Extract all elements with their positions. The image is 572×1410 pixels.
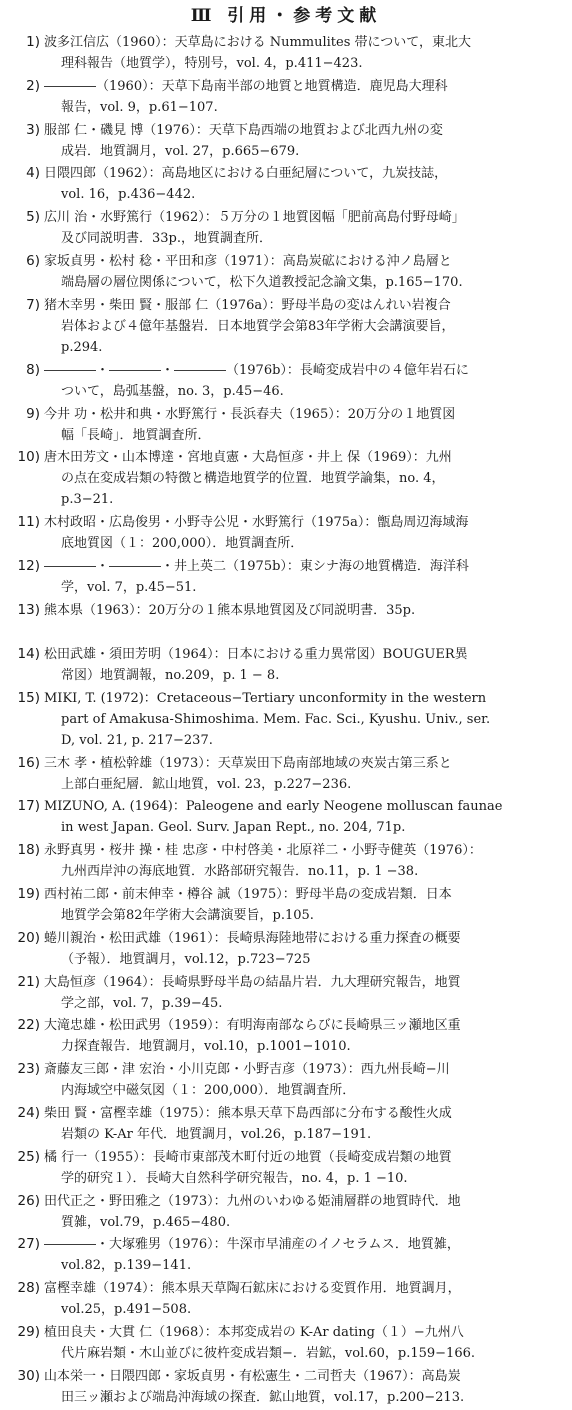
reference-item <box>0 295 572 360</box>
reference-number: 21 ) <box>4 972 40 993</box>
reference-number: 14 ) <box>4 644 40 665</box>
reference-item <box>0 644 572 688</box>
reference-number: 7 ) <box>4 295 40 316</box>
reference-list <box>0 32 572 1410</box>
reference-text-line: 岩体および４億年基盤岩．日本地質学会第83年学術大会講演要旨， <box>61 318 455 334</box>
reference-item <box>0 928 572 972</box>
reference-text-line: 底地質図（１：200,000）．地質調査所． <box>61 536 304 552</box>
reference-number: 13 ) <box>4 600 40 621</box>
reference-number: 29 ) <box>4 1322 40 1343</box>
reference-text-line: 内海域空中磁気図（１：200,000）．地質調査所． <box>61 1083 356 1099</box>
reference-item <box>0 1366 572 1410</box>
reference-item <box>0 447 572 512</box>
reference-item <box>0 76 572 120</box>
reference-text-line: 松田武雄・須田芳明（1964）：日本における重力異常図）BOUGUER異 <box>44 646 468 662</box>
reference-item <box>0 688 572 753</box>
reference-item <box>0 753 572 797</box>
reference-number: 9 ) <box>4 404 40 425</box>
reference-text-line: 広川 治・水野篤行（1962）：５万分の１地質図幅「肥前高島付野母崎」 <box>44 210 465 226</box>
reference-text-line: 今井 功・松井和典・水野篤行・長浜春夫（1965）：20万分の１地質図 <box>44 406 456 422</box>
reference-number: 28 ) <box>4 1278 40 1299</box>
reference-item <box>0 884 572 928</box>
reference-text-line: 力探査報告．地質調月，vol.10，p.1001−1010. <box>61 1039 351 1055</box>
reference-text-line: ――――・大塚雅男（1976）：牛深市早浦産のイノセラムス．地質雑， <box>44 1237 460 1253</box>
reference-number: 10 ) <box>4 447 40 468</box>
reference-text-line: 及び同説明書．33p.，地質調査所． <box>61 231 272 247</box>
reference-text-line: 九州西岸沖の海底地質．水路部研究報告．no.11，p. 1 −38. <box>61 864 419 880</box>
reference-item <box>0 1191 572 1235</box>
reference-text-line: 理科報告（地質学），特別号，vol. 4，p.411−423. <box>61 56 363 71</box>
section-heading: Ⅲ 引用・参考文献 <box>190 6 382 26</box>
reference-number: 2 ) <box>4 76 40 97</box>
reference-number: 6 ) <box>4 251 40 272</box>
reference-text-line: 猪木幸男・柴田 賢・服部 仁（1976a）：野母半島の変はんれい岩複合 <box>44 297 451 313</box>
reference-text-line: vol.82，p.139−141. <box>61 1258 192 1274</box>
reference-text-line: 幅「長崎」．地質調査所． <box>61 427 211 443</box>
reference-text-line: ついて，島弧基盤，no. 3，p.45−46. <box>61 383 284 399</box>
reference-item <box>0 251 572 295</box>
reference-text-line: ――――・――――・――――（1976b）：長崎変成岩中の４億年岩石に <box>44 362 469 378</box>
reference-text-line: 田代正之・野田雅之（1973）：九州のいわゆる姫浦層群の地質時代．地 <box>44 1193 461 1209</box>
reference-text-line: 常図）地質調報，no.209，p. 1 − 8. <box>61 667 280 683</box>
reference-text-line: 学，vol. 7，p.45−51. <box>61 580 197 596</box>
reference-number: 22 ) <box>4 1015 40 1036</box>
reference-text-line: p.3−21. <box>61 492 114 508</box>
reference-text-line: 学的研究１）．長崎大自然科学研究報告，no. 4，p. 1 −10. <box>61 1170 408 1186</box>
reference-number: 4 ) <box>4 163 40 184</box>
reference-text-line: 田三ッ瀬および端島沖海域の探査．鉱山地質，vol.17，p.200−213. <box>61 1389 465 1405</box>
reference-text-line: 橘 行一（1955）：長崎市東部茂木町付近の地質（長崎変成岩類の地質 <box>44 1149 452 1165</box>
reference-item <box>0 512 572 556</box>
reference-item <box>0 556 572 600</box>
reference-number: 26 ) <box>4 1191 40 1212</box>
reference-text-line: 唐木田芳文・山本博達・宮地貞憲・大島恒彦・井上 保（1969）：九州 <box>44 450 452 466</box>
reference-number: 12 ) <box>4 556 40 577</box>
reference-text-line: 服部 仁・磯見 博（1976）：天草下島西端の地質および北西九州の変 <box>44 122 443 138</box>
reference-text-line: vol.25，p.491−508. <box>61 1302 192 1318</box>
reference-item <box>0 1278 572 1322</box>
reference-item <box>0 1147 572 1191</box>
reference-number: 17 ) <box>4 796 40 817</box>
reference-text-line: 富樫幸雄（1974）：熊本県天草陶石鉱床における変質作用．地質調月， <box>44 1281 461 1297</box>
reference-text-line: 地質学会第82年学術大会講演要旨，p.105. <box>61 907 314 923</box>
reference-text-line: 熊本県（1963）：20万分の１熊本県地質図及び同説明書．35p. <box>44 602 416 618</box>
reference-item <box>0 120 572 164</box>
reference-text-line: part of Amakusa-Shimoshima. Mem. Fac. Sci., Kyushu. Univ., ser. <box>61 711 491 727</box>
reference-number: 19 ) <box>4 884 40 905</box>
reference-number: 23 ) <box>4 1059 40 1080</box>
reference-number: 5 ) <box>4 207 40 228</box>
reference-text-line: 成岩．地質調月，vol. 27，p.665−679. <box>61 143 300 159</box>
reference-text-line: 植田良夫・大貫 仁（1968）：本邦変成岩の K-Ar dating（１）−九州八 <box>44 1324 464 1340</box>
reference-text-line: MIZUNO, A. (1964)：Paleogene and early Neogene molluscan faunae <box>44 799 503 815</box>
reference-text-line: 家坂貞男・松村 稔・平田和彦（1971）：高島炭砿における沖ノ島層と <box>44 253 452 269</box>
reference-item <box>0 1103 572 1147</box>
reference-text-line: 西村祐二郎・前末伸幸・樽谷 誠（1975）：野母半島の変成岩類．日本 <box>44 886 452 902</box>
reference-number: 24 ) <box>4 1103 40 1124</box>
reference-number: 30 ) <box>4 1366 40 1387</box>
reference-text-line: 大滝忠雄・松田武男（1959）：有明海南部ならびに長崎県三ッ瀬地区重 <box>44 1018 461 1034</box>
reference-text-line: 木村政昭・広島俊男・小野寺公児・水野篤行（1975a）：甑島周辺海域海 <box>44 515 469 531</box>
reference-number: 11 ) <box>4 512 40 533</box>
reference-number: 27 ) <box>4 1234 40 1255</box>
reference-text-line: 斎藤友三郎・津 宏治・小川克郎・小野吉彦（1973）：西九州長崎−川 <box>44 1062 450 1078</box>
reference-text-line: 永野真男・桜井 操・桂 忠彦・中村啓美・北原祥二・小野寺健英（1976）： <box>44 843 482 859</box>
reference-text-line: in west Japan. Geol. Surv. Japan Rept., no. 204, 71p. <box>61 820 406 836</box>
reference-text-line: 代片麻岩類・木山並びに彼杵変成岩類−．岩鉱，vol.60，p.159−166. <box>61 1345 476 1361</box>
reference-item <box>0 207 572 251</box>
reference-text-line: ――――（1960）：天草下島南半部の地質と地質構造．鹿児島大理科 <box>44 78 448 94</box>
reference-text-line: 端島層の層位関係について，松下久道教授記念論文集，p.165−170. <box>61 274 463 290</box>
reference-text-line: 蜷川親治・松田武雄（1961）：長崎県海陸地帯における重力探査の概要 <box>44 930 461 946</box>
reference-text-line: 波多江信広（1960）：天草島における Nummulites 帯について，東北大 <box>44 35 472 50</box>
reference-item <box>0 404 572 448</box>
reference-number: 20 ) <box>4 928 40 949</box>
reference-text-line: D, vol. 21, p. 217−237. <box>61 732 213 748</box>
reference-text-line: 山本栄一・日隈四郎・家坂貞男・有松憲生・二司哲夫（1967）：高島炭 <box>44 1368 461 1384</box>
reference-text-line: 三木 孝・植松幹雄（1973）：天草炭田下島南部地域の夾炭古第三系と <box>44 755 452 771</box>
reference-number: 8 ) <box>4 360 40 381</box>
reference-text-line: （予報）．地質調月，vol.12，p.723−725 <box>61 951 311 967</box>
reference-item <box>0 163 572 207</box>
reference-item <box>0 840 572 884</box>
reference-text-line: 上部白亜紀層．鉱山地質，vol. 23，p.227−236. <box>61 776 352 792</box>
reference-text-line: p.294. <box>61 339 103 355</box>
reference-item <box>0 972 572 1016</box>
reference-text-line: 岩類の K-Ar 年代．地質調月，vol.26，p.187−191. <box>61 1126 372 1142</box>
reference-text-line: 質雑，vol.79，p.465−480. <box>61 1214 231 1230</box>
reference-text-line: vol. 16，p.436−442. <box>61 187 196 203</box>
reference-item <box>0 1234 572 1278</box>
reference-item <box>0 796 572 840</box>
reference-number: 16 ) <box>4 753 40 774</box>
reference-text-line: MIKI, T. (1972)：Cretaceous−Tertiary unconformity in the western <box>44 690 487 706</box>
reference-text-line: 大島恒彦（1964）：長崎県野母半島の結晶片岩．九大理研究報告，地質 <box>44 974 461 990</box>
reference-item <box>0 1322 572 1366</box>
reference-item <box>0 32 572 76</box>
reference-number: 25 ) <box>4 1147 40 1168</box>
reference-text-line: ――――・――――・井上英二（1975b）：東シナ海の地質構造．海洋科 <box>44 559 469 575</box>
reference-text-line: 報告，vol. 9，p.61−107. <box>61 99 218 115</box>
reference-item <box>0 1015 572 1059</box>
reference-item <box>0 600 572 644</box>
reference-item <box>0 360 572 404</box>
reference-text-line: 柴田 賢・富樫幸雄（1975）：熊本県天草下島西部に分布する酸性火成 <box>44 1105 452 1121</box>
reference-text-line: の点在変成岩類の特徴と構造地質学的位置．地質学論集，no. 4， <box>61 471 445 487</box>
reference-item <box>0 1059 572 1103</box>
reference-text-line: 日隈四郎（1962）：高島地区における白亜紀層について，九炭技誌， <box>44 166 448 182</box>
reference-number: 1 ) <box>4 32 40 53</box>
reference-number: 18 ) <box>4 840 40 861</box>
reference-number: 15 ) <box>4 688 40 709</box>
reference-text-line: 学之部，vol. 7，p.39−45. <box>61 995 223 1011</box>
reference-number: 3 ) <box>4 120 40 141</box>
